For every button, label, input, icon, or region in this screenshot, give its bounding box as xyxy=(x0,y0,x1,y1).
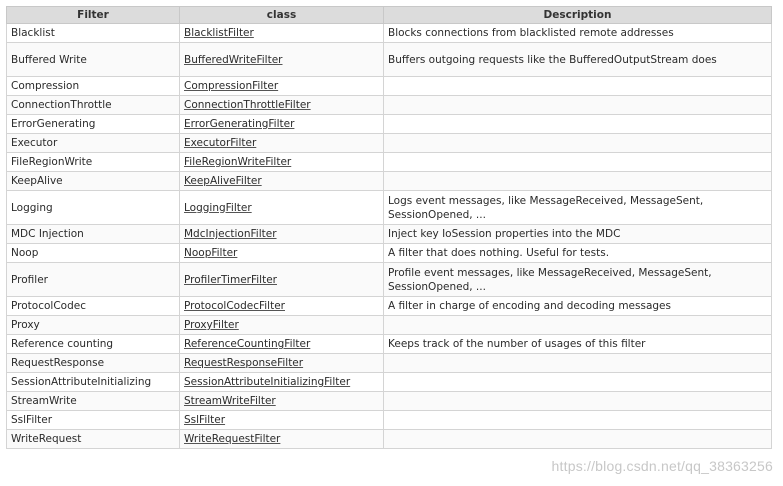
filter-name-cell: WriteRequest xyxy=(7,430,180,449)
class-link[interactable]: WriteRequestFilter xyxy=(184,433,281,445)
header-description: Description xyxy=(384,7,772,24)
class-link[interactable]: SslFilter xyxy=(184,414,226,426)
table-row xyxy=(7,354,772,373)
class-cell xyxy=(180,411,384,430)
description-cell xyxy=(384,115,772,134)
class-cell xyxy=(180,244,384,263)
class-cell xyxy=(180,96,384,115)
filter-name-cell: ErrorGenerating xyxy=(7,115,180,134)
table-row xyxy=(7,153,772,172)
filter-name-cell: MDC Injection xyxy=(7,225,180,244)
description-cell xyxy=(384,134,772,153)
class-link[interactable]: ExecutorFilter xyxy=(184,137,257,149)
class-cell xyxy=(180,392,384,411)
table-row xyxy=(7,411,772,430)
description-cell xyxy=(384,411,772,430)
table-row xyxy=(7,244,772,263)
class-link[interactable]: MdcInjectionFilter xyxy=(184,228,277,240)
description-cell: Profile event messages, like MessageReceived, MessageSent, SessionOpened, ... xyxy=(384,263,772,297)
filter-table xyxy=(6,6,772,449)
class-cell xyxy=(180,373,384,392)
class-link[interactable]: ProxyFilter xyxy=(184,319,239,331)
class-cell xyxy=(180,225,384,244)
table-row xyxy=(7,225,772,244)
description-cell: A filter in charge of encoding and decoding messages xyxy=(384,297,772,316)
class-cell xyxy=(180,354,384,373)
class-link[interactable]: ReferenceCountingFilter xyxy=(184,338,311,350)
filter-name-cell: Proxy xyxy=(7,316,180,335)
class-cell xyxy=(180,24,384,43)
filter-name-cell: Logging xyxy=(7,191,180,225)
class-cell xyxy=(180,335,384,354)
description-cell xyxy=(384,430,772,449)
class-link[interactable]: ProfilerTimerFilter xyxy=(184,273,277,286)
table-row xyxy=(7,191,772,225)
description-cell xyxy=(384,153,772,172)
filter-name-cell: Blacklist xyxy=(7,24,180,43)
table-row xyxy=(7,263,772,297)
class-cell xyxy=(180,297,384,316)
description-cell: Inject key IoSession properties into the MDC xyxy=(384,225,772,244)
header-class: class xyxy=(180,7,384,24)
description-cell: Buffers outgoing requests like the BufferedOutputStream does xyxy=(384,43,772,77)
class-cell xyxy=(180,172,384,191)
class-link[interactable]: ProtocolCodecFilter xyxy=(184,300,285,312)
table-row xyxy=(7,430,772,449)
table-row xyxy=(7,24,772,43)
filter-name-cell: Executor xyxy=(7,134,180,153)
class-link[interactable]: SessionAttributeInitializingFilter xyxy=(184,376,351,388)
class-cell xyxy=(180,115,384,134)
class-cell xyxy=(180,263,384,297)
description-cell xyxy=(384,354,772,373)
class-cell xyxy=(180,134,384,153)
table-row xyxy=(7,115,772,134)
table-row xyxy=(7,96,772,115)
class-link[interactable]: LoggingFilter xyxy=(184,201,252,214)
filter-name-cell: Reference counting xyxy=(7,335,180,354)
description-cell: A filter that does nothing. Useful for tests. xyxy=(384,244,772,263)
table-row xyxy=(7,77,772,96)
class-link[interactable]: NoopFilter xyxy=(184,247,238,259)
class-link[interactable]: RequestResponseFilter xyxy=(184,357,304,369)
filter-name-cell: Compression xyxy=(7,77,180,96)
class-cell xyxy=(180,153,384,172)
class-link[interactable]: StreamWriteFilter xyxy=(184,395,276,407)
class-link[interactable]: BufferedWriteFilter xyxy=(184,53,283,66)
description-cell: Keeps track of the number of usages of this filter xyxy=(384,335,772,354)
filter-name-cell: ConnectionThrottle xyxy=(7,96,180,115)
class-cell xyxy=(180,191,384,225)
description-cell: Blocks connections from blacklisted remote addresses xyxy=(384,24,772,43)
table-row xyxy=(7,134,772,153)
class-link[interactable]: ConnectionThrottleFilter xyxy=(184,99,311,111)
table-row xyxy=(7,316,772,335)
filter-name-cell: ProtocolCodec xyxy=(7,297,180,316)
description-cell xyxy=(384,172,772,191)
class-cell xyxy=(180,43,384,77)
header-filter: Filter xyxy=(7,7,180,24)
description-cell: Logs event messages, like MessageReceived, MessageSent, SessionOpened, ... xyxy=(384,191,772,225)
class-link[interactable]: BlacklistFilter xyxy=(184,27,254,39)
table-row xyxy=(7,335,772,354)
filter-name-cell: Profiler xyxy=(7,263,180,297)
table-row xyxy=(7,43,772,77)
description-cell xyxy=(384,316,772,335)
description-cell xyxy=(384,96,772,115)
table-row xyxy=(7,172,772,191)
class-link[interactable]: CompressionFilter xyxy=(184,80,279,92)
filter-name-cell: KeepAlive xyxy=(7,172,180,191)
filter-name-cell: SessionAttributeInitializing xyxy=(7,373,180,392)
description-cell xyxy=(384,77,772,96)
filter-name-cell: RequestResponse xyxy=(7,354,180,373)
table-row xyxy=(7,392,772,411)
table-header-row xyxy=(7,7,772,24)
table-row xyxy=(7,297,772,316)
class-cell xyxy=(180,430,384,449)
description-cell xyxy=(384,392,772,411)
class-link[interactable]: KeepAliveFilter xyxy=(184,175,262,187)
filter-table-container xyxy=(6,6,771,449)
table-row xyxy=(7,373,772,392)
filter-name-cell: SslFilter xyxy=(7,411,180,430)
filter-name-cell: Noop xyxy=(7,244,180,263)
filter-name-cell: FileRegionWrite xyxy=(7,153,180,172)
filter-name-cell: Buffered Write xyxy=(7,43,180,77)
class-cell xyxy=(180,316,384,335)
filter-name-cell: StreamWrite xyxy=(7,392,180,411)
class-link[interactable]: FileRegionWriteFilter xyxy=(184,156,292,168)
description-cell xyxy=(384,373,772,392)
class-cell xyxy=(180,77,384,96)
class-link[interactable]: ErrorGeneratingFilter xyxy=(184,118,295,130)
watermark: https://blog.csdn.net/qq_38363256 xyxy=(551,458,773,474)
